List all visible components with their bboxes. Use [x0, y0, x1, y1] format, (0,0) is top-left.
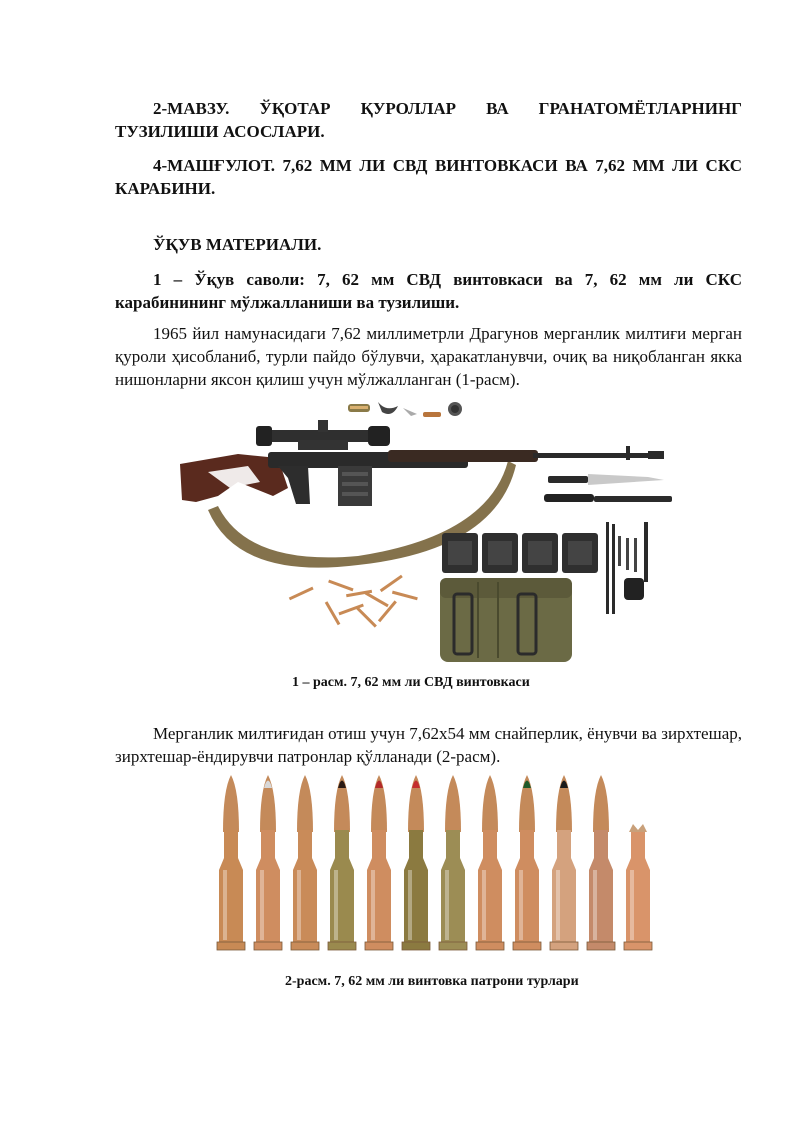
paragraph-cartridges: Мерганлик милтиғидан отиш учун 7,62х54 мм снайперлик, ёнувчи ва зирхтешар, зирхтешар-ёндирувчи патронлар қўлланади (2-расм).: [115, 724, 742, 766]
section-title: ЎҚУВ МАТЕРИАЛИ.: [153, 235, 322, 254]
cartridge: [402, 775, 430, 950]
svd-rifle-figure: [178, 396, 674, 664]
figure2-caption: 2-расм. 7, 62 мм ли винтовка патрони турлари: [285, 974, 579, 989]
cartridge: [217, 775, 245, 950]
small-parts-group: [348, 402, 462, 417]
paragraph-svd-purpose: 1965 йил намунасидаги 7,62 миллиметрли Драгунов мерганлик милтиғи мерган қуроли ҳисобланиб, турли пайдо бўлувчи, ҳаракатланувчи, очиқ ва ниқобланган якка нишонларни яксон қилиш учун мўлжалланган (1-расм).: [115, 324, 742, 389]
cartridge: [587, 775, 615, 950]
cartridge: [624, 824, 652, 950]
cleaning-rods: [606, 522, 648, 614]
cartridge-row: [217, 775, 652, 950]
cartridge: [550, 775, 578, 950]
cartridge-types-figure: [210, 770, 660, 955]
question-heading: 1 – Ўқув саволи: 7, 62 мм СВД винтовкаси ва 7, 62 мм ли СКС карабинининг мўлжалланиши ва тузилиши.: [115, 270, 742, 312]
optical-scope: [256, 420, 390, 450]
cartridge: [476, 775, 504, 950]
cartridge: [328, 775, 356, 950]
magazine-pouch: [440, 578, 572, 662]
cartridge: [513, 775, 541, 950]
magazines: [442, 533, 598, 573]
loose-cartridges: [289, 575, 418, 628]
bayonet: [544, 474, 672, 502]
cartridge: [291, 775, 319, 950]
cartridge: [254, 775, 282, 950]
cartridge: [439, 775, 467, 950]
cartridge: [365, 775, 393, 950]
lesson-heading: 4-МАШҒУЛОТ. 7,62 ММ ЛИ СВД ВИНТОВКАСИ ВА 7,62 ММ ЛИ СКС КАРАБИНИ.: [115, 156, 742, 198]
figure1-caption: 1 – расм. 7, 62 мм ли СВД винтовкаси: [292, 675, 530, 690]
topic-heading: 2-МАВЗУ. ЎҚОТАР ҚУРОЛЛАР ВА ГРАНАТОМЁТЛАРНИНГ ТУЗИЛИШИ АСОСЛАРИ.: [115, 99, 742, 141]
